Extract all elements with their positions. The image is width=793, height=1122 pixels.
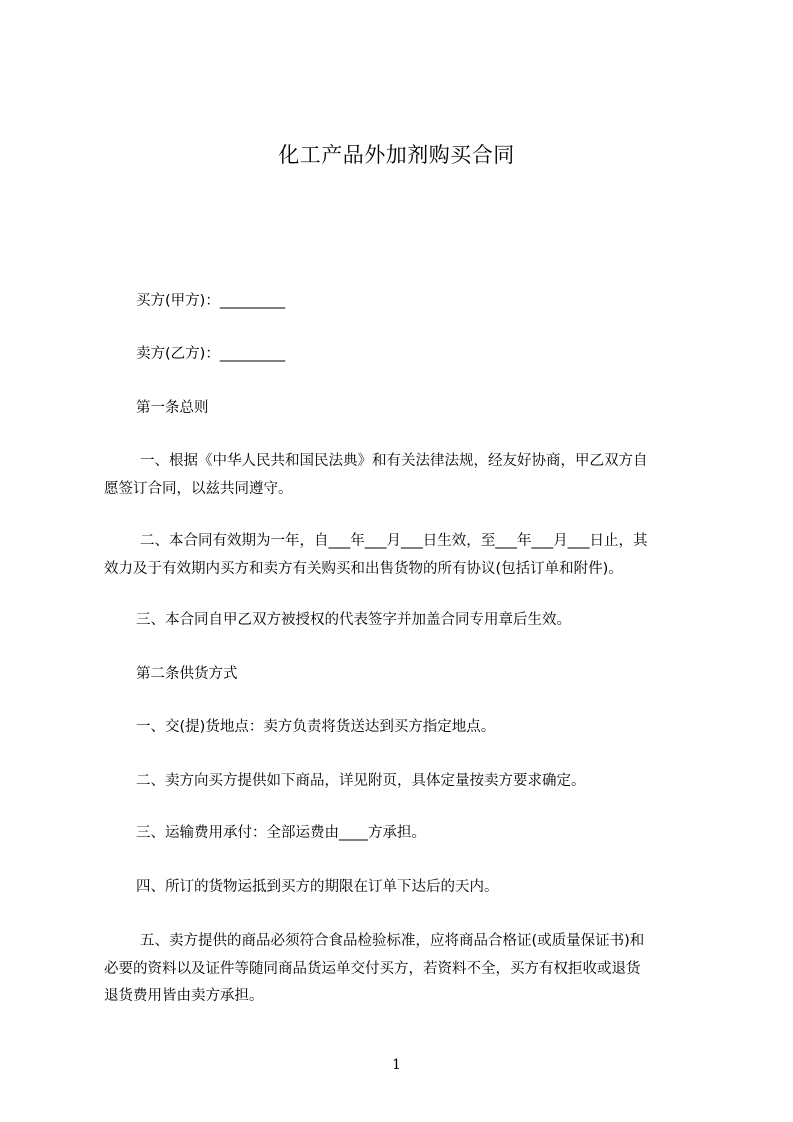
- article1-heading: 第一条总则: [136, 400, 209, 416]
- article2-clause1: 一、交(提)货地点：卖方负责将货送达到买方指定地点。: [136, 719, 496, 735]
- article1-clause3: 三、本合同自甲乙双方被授权的代表签字并加盖合同专用章后生效。: [136, 612, 571, 628]
- article2-clause5-line3: 退货费用皆由卖方承担。: [104, 988, 264, 1004]
- article1-clause2-line1: 二、本合同有效期为一年，自___年___月___日生效，至___年___月___日止，其: [140, 533, 648, 549]
- buyer-line: 买方(甲方)：_________: [136, 293, 286, 309]
- article2-heading: 第二条供货方式: [136, 666, 238, 682]
- article1-clause1-line2: 愿签订合同，以兹共同遵守。: [104, 481, 293, 497]
- article2-clause5-line2: 必要的资料以及证件等随同商品货运单交付买方，若资料不全，买方有权拒收或退货: [104, 961, 641, 977]
- article2-clause5-line1: 五、卖方提供的商品必须符合食品检验标准，应将商品合格证(或质量保证书)和: [140, 933, 645, 949]
- article2-clause2: 二、卖方向买方提供如下商品，详见附页，具体定量按卖方要求确定。: [136, 773, 586, 789]
- document-title: 化工产品外加剂购买合同: [278, 143, 515, 167]
- seller-line: 卖方(乙方)：_________: [136, 346, 286, 362]
- article2-clause4: 四、所订的货物运抵到买方的期限在订单下达后的天内。: [136, 879, 499, 895]
- article1-clause1-line1: 一、根据《中华人民共和国民法典》和有关法律法规，经友好协商，甲乙双方自: [140, 453, 648, 469]
- page-number: 1: [392, 1057, 401, 1073]
- article2-clause3: 三、运输费用承付：全部运费由____方承担。: [136, 825, 426, 841]
- article1-clause2-line2: 效力及于有效期内买方和卖方有关购买和出售货物的所有协议(包括订单和附件)。: [104, 561, 623, 577]
